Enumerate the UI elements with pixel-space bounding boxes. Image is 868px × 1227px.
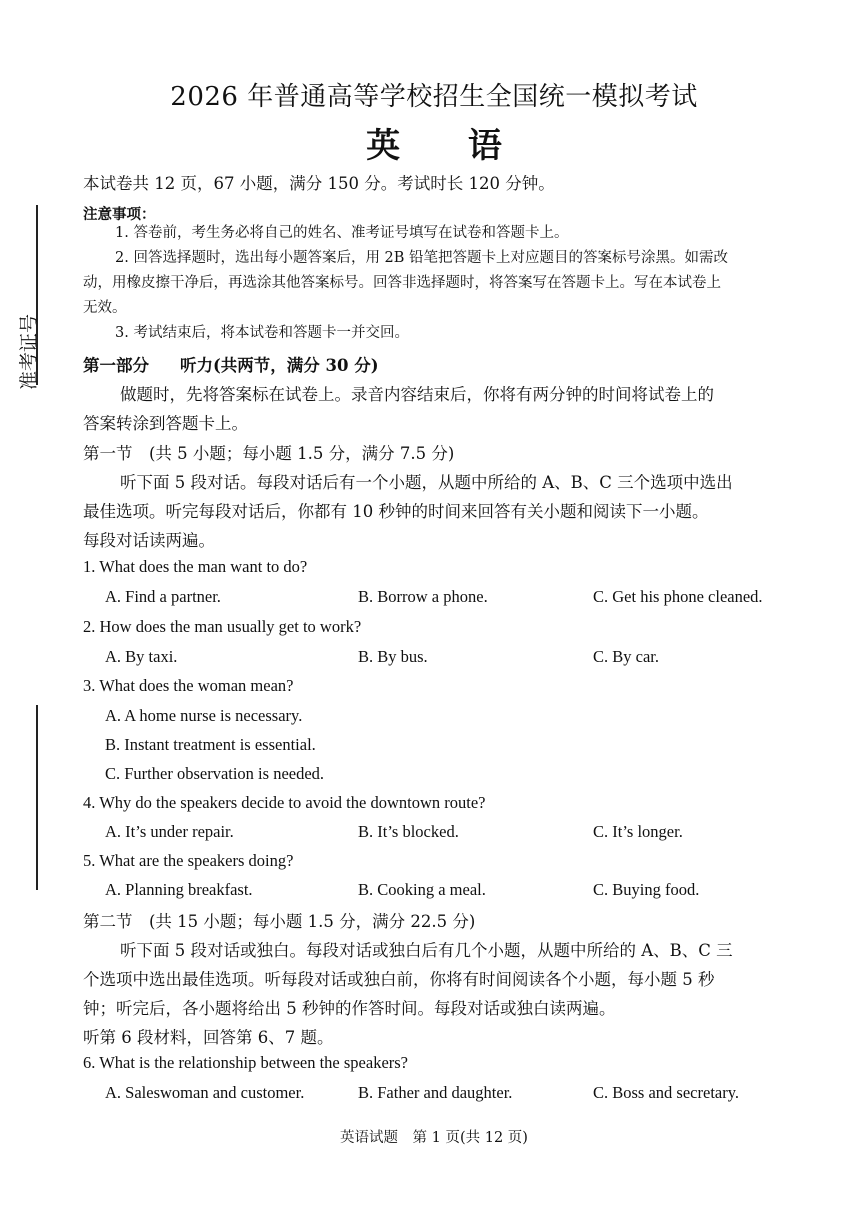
q4-option-c: C. It’s longer. [593,822,683,841]
subject-title: 英 语 [366,126,530,166]
part1-instruction: 做题时，先将答案标在试卷上。录音内容结束后，你将有两分钟的时间将试卷上的 [120,385,714,404]
q4-option-a: A. It’s under repair. [105,822,234,841]
note-item: 无效。 [83,300,127,316]
q2-option-a: A. By taxi. [105,647,178,666]
section1-instruction: 最佳选项。听完每段对话后，你都有 10 秒钟的时间来回答有关小题和阅读下一小题。 [83,502,709,521]
question-6: 6. What is the relationship between the speakers? [83,1053,409,1072]
note-item: 1. 答卷前，考生务必将自己的姓名、准考证号填写在试卷和答题卡上。 [115,225,569,241]
q5-option-c: C. Buying food. [593,880,700,899]
section2-instruction: 钟；听完后，各小题将给出 5 秒钟的作答时间。每段对话或独白读两遍。 [83,999,616,1018]
question-3: 3. What does the woman mean? [83,676,294,695]
part1-heading-title: 听力(共两节，满分 30 分) [180,356,379,375]
q6-option-a: A. Saleswoman and customer. [105,1083,305,1102]
section2-heading: 第二节 (共 15 小题；每小题 1.5 分，满分 22.5 分) [83,912,476,931]
part1-heading-label: 第一部分 [83,356,149,375]
q3-option-c: C. Further observation is needed. [105,764,325,783]
section1-instruction: 每段对话读两遍。 [83,531,215,550]
exam-title: 2026 年普通高等学校招生全国统一模拟考试 [170,82,698,112]
section1-instruction: 听下面 5 段对话。每段对话后有一个小题，从题中所给的 A、B、C 三个选项中选出 [120,473,733,492]
note-item: 3. 考试结束后，将本试卷和答题卡一并交回。 [115,325,409,341]
question-1: 1. What does the man want to do? [83,557,308,576]
q6-option-b: B. Father and daughter. [358,1083,513,1102]
note-item: 动，用橡皮擦干净后，再选涂其他答案标号。回答非选择题时，将答案写在答题卡上。写在本试卷上 [83,275,721,291]
question-5: 5. What are the speakers doing? [83,851,294,870]
notes-heading: 注意事项： [83,206,156,223]
section2-instruction: 个选项中选出最佳选项。听每段对话或独白前，你将有时间阅读各个小题，每小题 5 秒 [83,970,715,989]
material-instruction: 听第 6 段材料，回答第 6、7 题。 [83,1028,334,1047]
q1-option-b: B. Borrow a phone. [358,587,488,606]
question-2: 2. How does the man usually get to work? [83,617,362,636]
q3-option-b: B. Instant treatment is essential. [105,735,316,754]
section2-instruction: 听下面 5 段对话或独白。每段对话或独白后有几个小题，从题中所给的 A、B、C 三 [120,941,733,960]
q6-option-c: C. Boss and secretary. [593,1083,740,1102]
exam-id-label: 准考证号 [18,313,40,390]
q2-option-b: B. By bus. [358,647,428,666]
q1-option-c: C. Get his phone cleaned. [593,587,763,606]
question-4: 4. Why do the speakers decide to avoid the downtown route? [83,793,486,812]
q3-option-a: A. A home nurse is necessary. [105,706,303,725]
q1-option-a: A. Find a partner. [105,587,221,606]
q2-option-c: C. By car. [593,647,659,666]
q5-option-a: A. Planning breakfast. [105,880,253,899]
part1-instruction: 答案转涂到答题卡上。 [83,414,248,433]
q4-option-b: B. It’s blocked. [358,822,459,841]
note-item: 2. 回答选择题时，选出每小题答案后，用 2B 铅笔把答题卡上对应题目的答案标号涂黑。如需改 [115,250,729,266]
binding-line-bottom [36,705,38,890]
section1-heading: 第一节 (共 5 小题；每小题 1.5 分，满分 7.5 分) [83,444,455,463]
exam-intro: 本试卷共 12 页，67 小题，满分 150 分。考试时长 120 分钟。 [83,174,555,193]
q5-option-b: B. Cooking a meal. [358,880,486,899]
page-footer: 英语试题 第 1 页(共 12 页) [340,1130,528,1146]
